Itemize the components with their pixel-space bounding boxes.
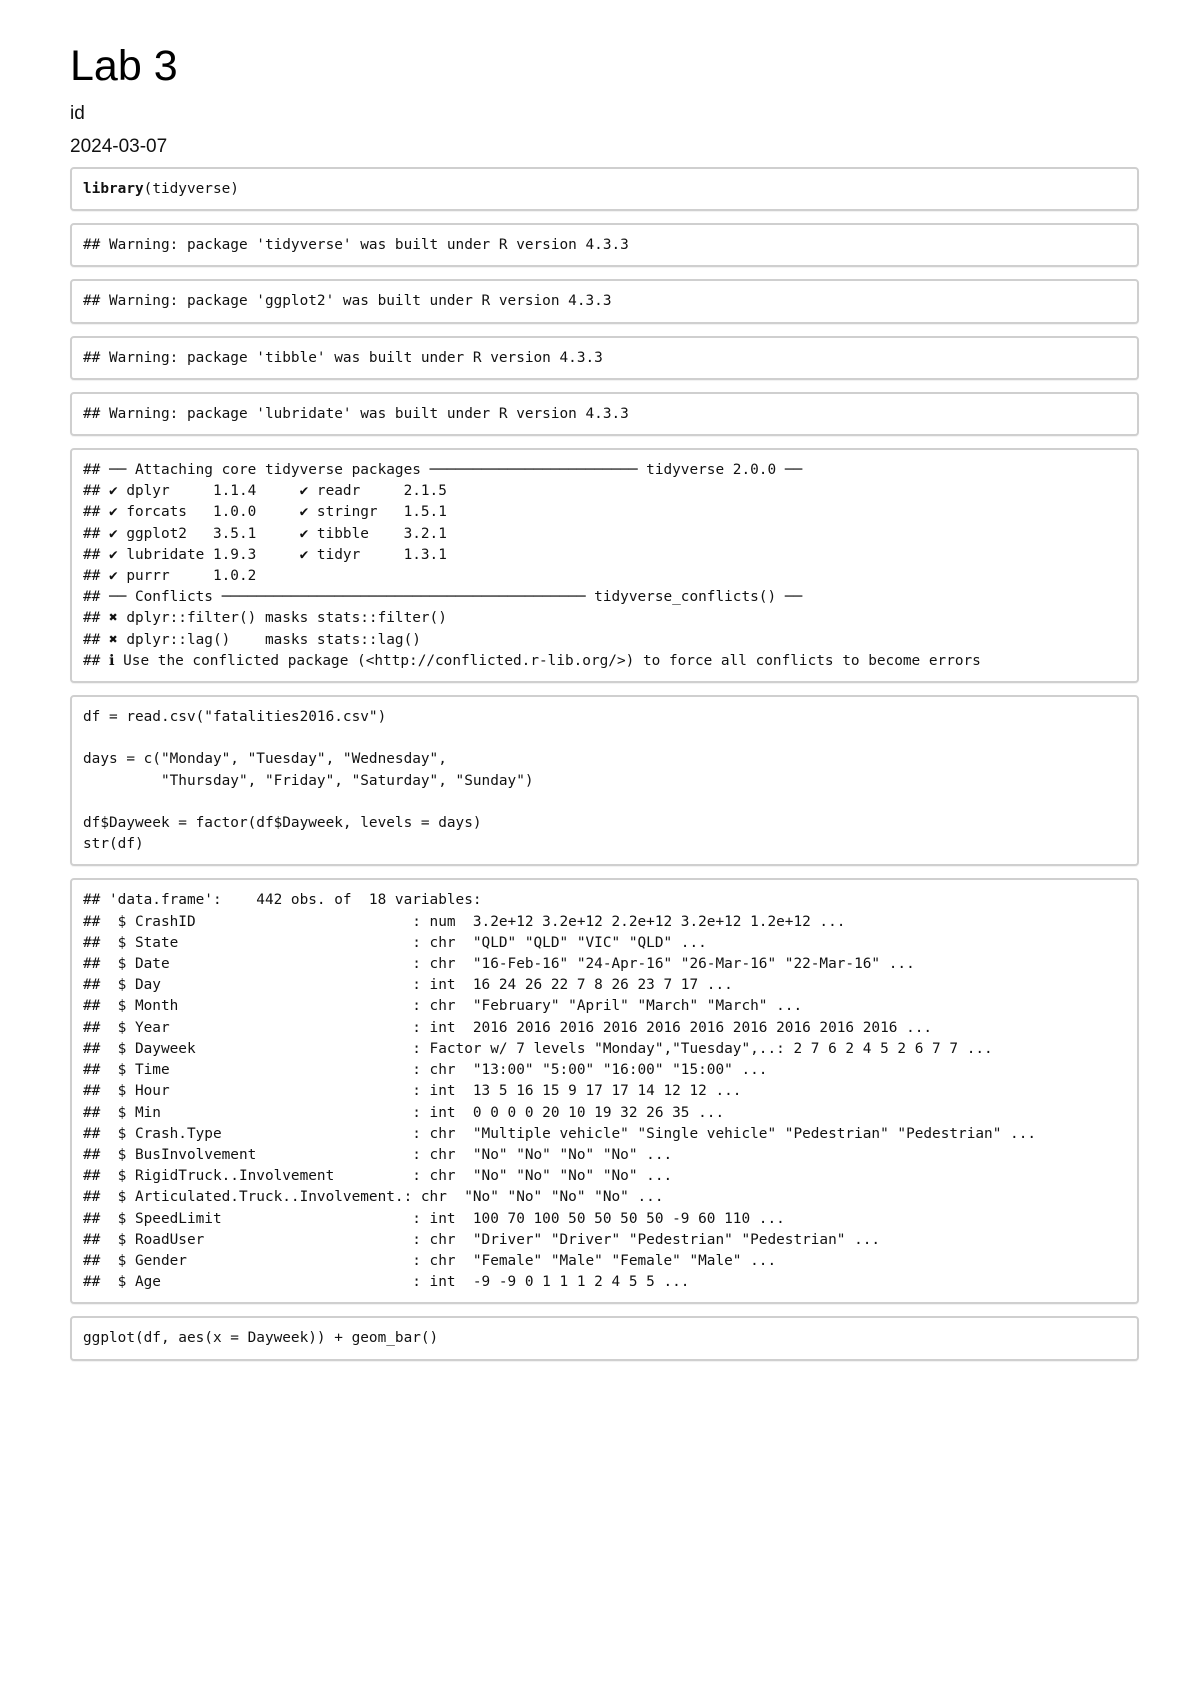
document-date: 2024-03-07 — [70, 136, 168, 157]
output-text: ## Warning: package 'tidyverse' was built under R version 4.3.3 — [83, 237, 629, 254]
output-warning-tidyverse — [70, 223, 1139, 267]
document-title: Lab 3 — [70, 42, 178, 90]
output-text: ## ── Attaching core tidyverse packages ──────────────────────── tidyverse 2.0.0 ── ## ✔ dplyr 1.1.4 ✔ readr 2.1.5 ## ✔ forcats 1.0.0 ✔ stringr 1.5.1 ## ✔ ggplot2 3.5.1 ✔ tibble 3.2.1 ## ✔ lubridate 1.9.3 ✔ tidyr 1.3.1 ## ✔ purrr 1.0.2 ## ── Conflicts ────────────────────────────────────────── tidyverse_conflicts() ── ## ✖ dplyr::filter() masks stats::filter() ## ✖ dplyr::lag() masks stats::lag() ## ℹ Use the conflicted package (<http://conflicted.r-lib.org/>) to force all conflicts to become errors — [83, 462, 981, 669]
output-warning-lubridate — [70, 392, 1139, 436]
document-page — [70, 38, 1139, 1373]
code-args: (tidyverse) — [143, 181, 239, 197]
code-text: ggplot(df, aes(x = Dayweek)) + geom_bar() — [83, 1330, 439, 1347]
output-text: ## Warning: package 'ggplot2' was built under R version 4.3.3 — [83, 293, 612, 310]
code-text — [83, 179, 1126, 200]
output-text: ## Warning: package 'lubridate' was built under R version 4.3.3 — [83, 405, 629, 422]
code-keyword: library — [83, 181, 144, 197]
code-chunk-read-data — [70, 695, 1139, 866]
output-text: ## 'data.frame': 442 obs. of 18 variables: ## $ CrashID : num 3.2e+12 3.2e+12 2.2e+12 3.2e+12 1.2e+12 ... ## $ State : chr "QLD" "QLD" "VIC" "QLD" ... ## $ Date : chr "16-Feb-16" "24-Apr-16" "26-Mar-16" "22-Mar-16" ... ## $ Day : int 16 24 26 22 7 8 26 23 7 17 ... ## $ Month : chr "February" "April" "March" "March" ... ## $ Year : int 2016 2016 2016 2016 2016 2016 2016 2016 2016 2016 ... ## $ Dayweek : Factor w/ 7 levels "Monday","Tuesday",..: 2 7 6 2 4 5 2 6 7 7 ... ## $ Time : chr "13:00" "5:00" "16:00" "15:00" ... ## $ Hour : int 13 5 16 15 9 17 17 14 12 12 ... ## $ Min : int 0 0 0 0 20 10 19 32 26 35 ... ## $ Crash.Type : chr "Multiple vehicle" "Single vehicle" "Pedestrian" "Pedestrian" ... ## $ BusInvolvement : chr "No" "No" "No" "No" ... ## $ RigidTruck..Involvement : chr "No" "No" "No" "No" ... ## $ Articulated.Truck..Involvement.: chr "No" "No" "No" "No" ... ## $ SpeedLimit : int 100 70 100 50 50 50 50 -9 60 110 ... ## $ RoadUser : chr "Driver" "Driver" "Pedestrian" "Pedestrian" ... ## $ Gender : chr "Female" "Male" "Female" "Male" ... ## $ Age : int -9 -9 0 1 1 1 2 4 5 5 ... — [83, 892, 1037, 1291]
code-chunk-library — [70, 167, 1139, 211]
output-warning-tibble — [70, 336, 1139, 380]
output-text: ## Warning: package 'tibble' was built under R version 4.3.3 — [83, 349, 603, 366]
code-text: df = read.csv("fatalities2016.csv") days = c("Monday", "Tuesday", "Wednesday", "Thursday", "Friday", "Saturday", "Sunday") df$Dayweek = factor(df$Dayweek, levels = days) str(df) — [83, 709, 534, 853]
output-str-df — [70, 878, 1139, 1304]
document-author: id — [70, 103, 85, 124]
output-attach-packages — [70, 448, 1139, 683]
output-warning-ggplot2 — [70, 279, 1139, 323]
code-chunk-ggplot — [70, 1316, 1139, 1360]
